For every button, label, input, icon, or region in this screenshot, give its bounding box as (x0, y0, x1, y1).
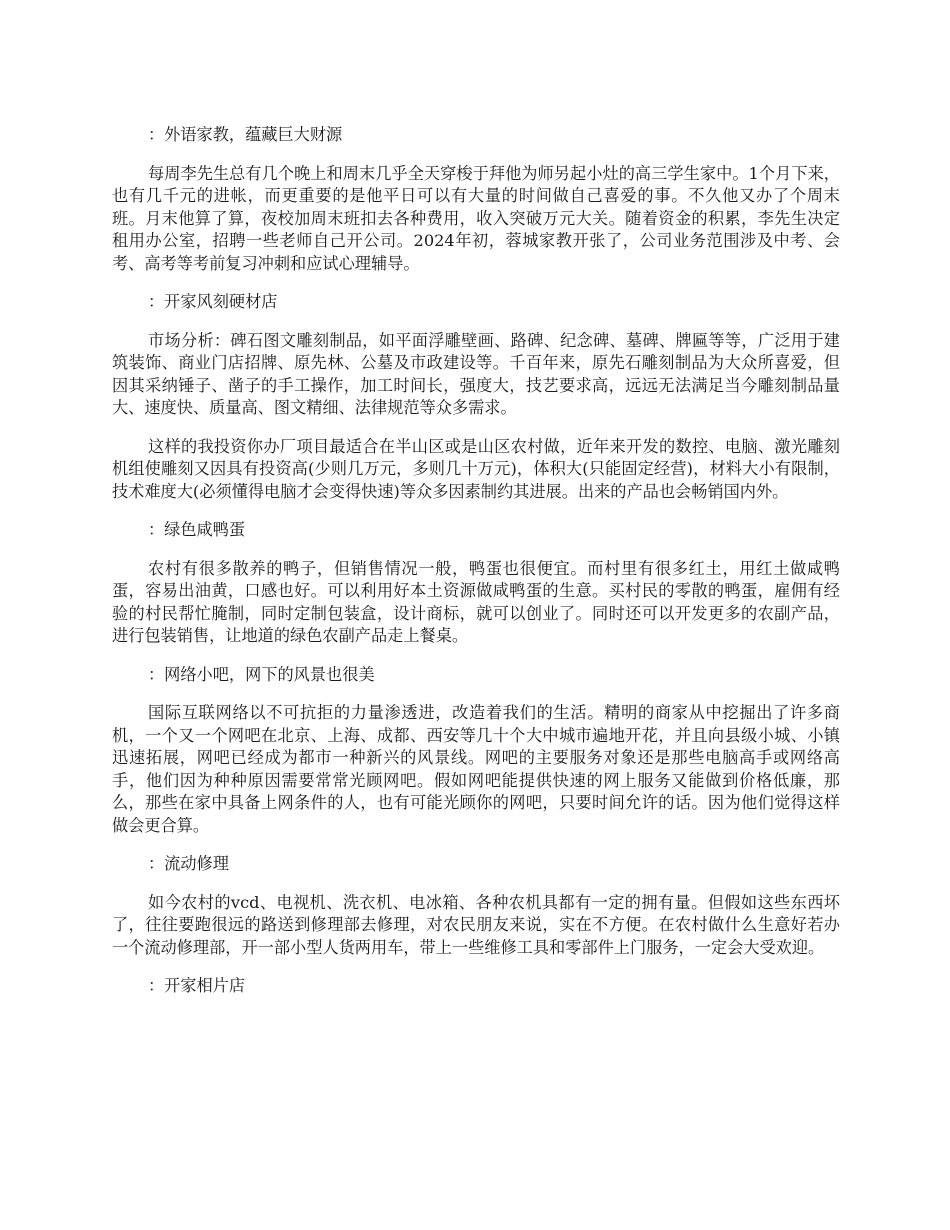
section-paragraph-market-analysis: 市场分析：碑石图文雕刻制品，如平面浮雕壁画、路碑、纪念碑、墓碑、牌匾等等，广泛用于建筑装饰、商业门店招牌、原先林、公墓及市政建设等。千百年来，原先石雕刻制品为大众所喜爱，但因其采纳锤子、凿子的手工操作，加工时间长，强度大，技艺要求高，远远无法满足当今雕刻制品量大、速度快、质量高、图文精细、法律规范等众多需求。 (112, 330, 840, 417)
section-heading-internet-cafe: ：网络小吧，网下的风景也很美 (148, 664, 375, 684)
section-heading-mobile-repair: ：流动修理 (148, 854, 229, 873)
section-heading-salted-eggs: ：绿色咸鸭蛋 (148, 520, 246, 539)
section-paragraph-internet-cafe: 国际互联网络以不可抗拒的力量渗透进，改造着我们的生活。精明的商家从中挖掘出了许多商机，一个又一个网吧在北京、上海、成都、西安等几十个大中城市遍地开花，并且向县级小城、小镇迅速拓展，网吧已经成为都市一种新兴的风景线。网吧的主要服务对象还是那些电脑高手或网络高手，他们因为种种原因需要常常光顾网吧。假如网吧能提供快速的网上服务又能做到价格低廉，那么，那些在家中具备上网条件的人，也有可能光顾你的网吧，只要时间允许的话。因为他们觉得这样做会更合算。 (112, 703, 840, 835)
section-heading-tutoring: ：外语家教，蕴藏巨大财源 (148, 125, 343, 144)
section-paragraph-mobile-repair: 如今农村的vcd、电视机、洗衣机、电冰箱、各种农机具都有一定的拥有量。但假如这些东西坏了，往往要跑很远的路送到修理部去修理，对农民朋友来说，实在不方便。在农村做什么生意好若办一个流动修理部，开一部小型人货两用车，带上一些维修工具和零部件上门服务，一定会大受欢迎。 (112, 892, 840, 957)
section-heading-photo-shop: ：开家相片店 (148, 976, 246, 995)
section-paragraph-investment: 这样的我投资你办厂项目最适合在半山区或是山区农村做，近年来开发的数控、电脑、激光雕刻机组使雕刻又因具有投资高(少则几万元，多则几十万元)，体积大(只能固定经营)，材料大小有限制，技术难度大(必须懂得电脑才会变得快速)等众多因素制约其进展。出来的产品也会畅销国内外。 (112, 436, 840, 501)
section-heading-stone-carving: ：开家风刻硬材店 (148, 292, 278, 311)
document-body (112, 124, 840, 998)
section-paragraph-salted-eggs: 农村有很多散养的鸭子，但销售情况一般，鸭蛋也很便宜。而村里有很多红土，用红土做咸鸭蛋，容易出油黄，口感也好。可以利用好本土资源做咸鸭蛋的生意。买村民的零散的鸭蛋，雇佣有经验的村民帮忙腌制，同时定制包装盒，设计商标，就可以创业了。同时还可以开发更多的农副产品，进行包装销售，让地道的绿色农副产品走上餐桌。 (112, 558, 840, 645)
section-paragraph-tutoring: 每周李先生总有几个晚上和周末几乎全天穿梭于拜他为师另起小灶的高三学生家中。1个月下来，也有几千元的进帐，而更重要的是他平日可以有大量的时间做自己喜爱的事。不久他又办了个周末班。月末他算了算，夜校加周末班扣去各种费用，收入突破万元大关。随着资金的积累，李先生决定租用办公室，招聘一些老师自己开公司。2024年初，蓉城家教开张了，公司业务范围涉及中考、会考、高考等考前复习冲刺和应试心理辅导。 (112, 163, 840, 273)
